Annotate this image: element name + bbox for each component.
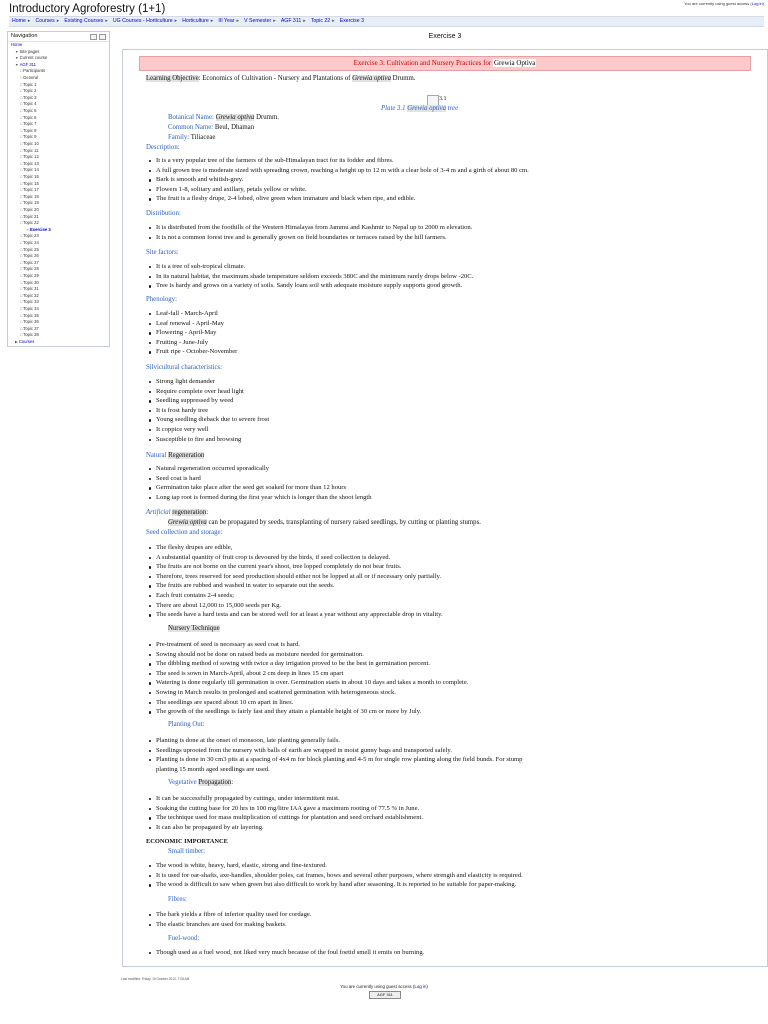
nav-item-label: General (23, 75, 39, 80)
list-item: Sowing in March results in prolonged and scattered germination with heterogeneous stock. (146, 688, 468, 698)
fuelwood-list (146, 948, 424, 958)
nav-item-label: Topic 33 (23, 299, 39, 305)
list-item: The wood is white, heavy, hard, elastic, strong and fine-textured. (146, 861, 523, 871)
topic-icon: □ (20, 326, 24, 331)
artificial-heading-pre: Artificial (146, 509, 173, 516)
expand-icon: ▼ (15, 56, 20, 61)
nav-item-label: Topic 15 (23, 180, 39, 186)
vegetative-heading (168, 779, 233, 787)
veg-heading-hl: Propagation (198, 779, 232, 786)
nav-item[interactable] (20, 121, 36, 128)
objective-label: Learning Objective (146, 75, 199, 82)
topic-icon: □ (20, 267, 24, 272)
objective-post: Drumm. (390, 75, 416, 82)
list-item: Fruiting - June-July (146, 338, 237, 348)
nav-item[interactable] (20, 174, 39, 181)
nav-item[interactable] (20, 68, 45, 75)
topic-icon: □ (20, 69, 24, 74)
planting-heading: Planting Out: (168, 721, 205, 728)
nav-item-label: Topic 11 (23, 147, 39, 153)
breadcrumb-item[interactable]: UG Courses - Horticulture (112, 18, 173, 24)
topic-icon: □ (20, 241, 24, 245)
list-item: In its natural habitat, the maximum shade temperature seldom exceeds 380C and the minimum rarely drops below -20C. (146, 272, 473, 282)
nav-item-label: Topic 4 (23, 101, 37, 107)
nav-item[interactable] (20, 75, 38, 82)
nav-item[interactable] (20, 101, 36, 108)
nav-item[interactable] (20, 154, 39, 161)
topic-icon: □ (20, 260, 24, 265)
nav-item-label: Topic 24 (23, 240, 39, 245)
planting-list-item-3 (146, 755, 522, 765)
artificial-regeneration-heading (146, 509, 208, 517)
page-title: Exercise 3 (428, 33, 462, 40)
nav-item[interactable] (20, 115, 36, 122)
nav-item[interactable] (20, 108, 36, 115)
breadcrumb-item[interactable]: AGF 311 (280, 18, 302, 24)
botanical-name (168, 114, 279, 122)
nav-item[interactable] (20, 148, 38, 155)
nav-item[interactable] (20, 299, 39, 306)
list-item: It is distributed from the foothills of the Western Himalayas from Jammu and Kashmir to Nepal up to 2000 m elevation. (146, 223, 472, 233)
topic-icon: □ (20, 188, 24, 193)
common-name (168, 124, 254, 132)
list-item: Planting is done at the onset of monsoon, late planting generally fails. (146, 736, 452, 746)
botanical-label: Botanical Name: (168, 114, 216, 121)
topic-icon: □ (20, 320, 24, 325)
natural-regeneration-heading (146, 452, 204, 460)
nav-item-label: Topic 1 (23, 81, 37, 87)
list-item: Require complete over head light (146, 387, 269, 397)
list-item: Seedlings uprooted from the nursery with balls of earth are wrapped in moist gunny bags and transported safely. (146, 746, 452, 756)
navigation-block (7, 31, 110, 347)
plate-caption-pre: Plate 3.1 (381, 105, 408, 112)
list-item: Tree is hardy and grows on a variety of soils. Sandy loam soil with adequate moisture supply supports good growth. (146, 281, 473, 291)
nav-item-label: Topic 28 (23, 266, 39, 272)
nav-item-label: Topic 21 (23, 213, 39, 219)
list-item: The fruits are rubbed and washed in water to separate out the seeds. (146, 581, 443, 591)
nav-item[interactable] (20, 326, 39, 333)
planting-list (146, 736, 452, 755)
nav-item-label: Topic 9 (23, 134, 37, 140)
topic-icon: □ (20, 293, 24, 298)
nav-item-label: Topic 13 (23, 160, 39, 166)
list-item: Flowers 1-8, solitary and axillary, petals yellow or white. (146, 185, 529, 195)
topic-icon: □ (20, 175, 24, 179)
list-item: Long tap root is formed during the first year which is longer than the shoot length (146, 493, 372, 503)
login-info (684, 1, 764, 6)
topic-icon: □ (20, 254, 24, 259)
nav-item-label: Current course (19, 55, 48, 61)
list-item: The seedlings are spaced about 10 cm apart in lines. (146, 698, 468, 708)
nav-item-label: Participants (23, 68, 46, 74)
nav-item[interactable] (15, 62, 36, 69)
nav-item-label: Topic 35 (23, 312, 39, 318)
breadcrumb-item[interactable]: Horticulture (182, 18, 209, 24)
topic-icon: □ (20, 109, 24, 113)
distribution-list (146, 223, 472, 242)
list-item: It can be successfully propagated by cuttings, under intermittent mist. (146, 794, 423, 804)
nav-item[interactable] (20, 253, 39, 260)
topic-icon: □ (20, 280, 24, 285)
breadcrumb-separator-icon: ▸ (210, 18, 214, 24)
list-item: Leaf-fall - March-April (146, 309, 237, 319)
course-title: Introductory Agroforestry (1+1) (9, 3, 166, 15)
topic-icon: □ (20, 221, 24, 226)
distribution-heading: Distribution: (146, 210, 181, 217)
nav-item[interactable] (20, 313, 39, 320)
nav-item-label: Topic 7 (23, 121, 37, 127)
nav-item[interactable] (20, 273, 39, 280)
list-item: Pre-treatment of seed is necessary as seed coat is hard. (146, 640, 468, 650)
nav-item-label: Topic 20 (23, 207, 39, 212)
topic-icon: □ (20, 148, 24, 153)
silviculture-heading: Silvicultural characteristics: (146, 364, 223, 371)
list-item: It can also be propagated by air layering. (146, 823, 423, 833)
objective-species: Grewia optiva (352, 75, 391, 82)
topic-icon: □ (20, 274, 24, 278)
nursery-heading-text: Nursery Technique (168, 625, 220, 632)
list-item: There are about 12,000 to 15,000 seeds per Kg. (146, 601, 443, 611)
economic-importance-heading: ECONOMIC IMPORTANCE (146, 838, 228, 845)
list-item: Each fruit contains 2-4 seeds; (146, 591, 443, 601)
nav-item[interactable] (20, 233, 39, 240)
breadcrumb-separator-icon: ▸ (27, 18, 31, 24)
topic-icon: □ (20, 95, 24, 100)
list-item: The fruit is a fleshy drupe, 2-4 lobed, olive green when immature and black when ripe, and edible. (146, 194, 529, 204)
nav-item[interactable] (20, 161, 39, 168)
topic-icon: □ (20, 168, 24, 173)
list-item: Leaf renewal - April-May (146, 319, 237, 329)
topic-icon: □ (20, 155, 24, 160)
seed-list (146, 543, 443, 620)
phenology-list (146, 309, 237, 357)
nav-item[interactable] (11, 42, 22, 49)
topic-icon: □ (20, 122, 24, 127)
family-value: Tiliaceae (190, 134, 216, 141)
list-item: It is used for oar-shafts, axe-handles, shoulder poles, cat frames, bows and several other purposes, where strength and elasticity is required. (146, 871, 523, 881)
nav-item-label: Topic 12 (23, 154, 39, 160)
nav-item[interactable] (15, 55, 47, 62)
list-item: Natural regeneration occurred sporadically (146, 464, 372, 474)
breadcrumb-item[interactable]: Courses (35, 18, 55, 24)
course-home-button[interactable]: AGF 311 (369, 991, 401, 999)
list-item: Sowing should not be done on raised beds as moisture needed for germination. (146, 650, 468, 660)
nav-item[interactable] (20, 220, 39, 227)
botanical-post: Drumm. (254, 114, 279, 121)
breadcrumb-item[interactable]: Existing Courses (64, 18, 104, 24)
common-label: Common Name: (168, 124, 215, 131)
breadcrumb (9, 16, 764, 27)
topic-icon: □ (20, 287, 24, 292)
expand-icon: ▼ (15, 49, 20, 54)
list-item (146, 755, 522, 765)
topic-icon: □ (20, 161, 24, 166)
nav-item-label: Topic 26 (23, 253, 39, 259)
nav-item-label: Topic 22 (23, 220, 39, 226)
page-header (0, 0, 768, 28)
nav-item-label: Topic 23 (23, 233, 39, 239)
description-list (146, 156, 529, 204)
breadcrumb-separator-icon: ▸ (236, 18, 240, 24)
silviculture-list (146, 377, 269, 444)
nav-item-label: Exercise 3 (30, 226, 51, 232)
fibres-list (146, 910, 311, 929)
topic-icon: □ (20, 247, 24, 252)
exercise-header-text: Exercise 3: Cultivation and Nursery Practices for (353, 59, 493, 67)
natural-regeneration-list (146, 464, 372, 502)
list-item: Young seedling dieback due to severe frost (146, 415, 269, 425)
list-item: The wood is difficult to saw when green but also difficult to work by hand after seasoning. It is reported to be suitable for paper-making. (146, 880, 523, 890)
artificial-species: Grewia optiva (168, 519, 207, 526)
footer-access-close: ) (426, 984, 428, 989)
plate-caption (381, 105, 458, 113)
list-item: It coppice very well (146, 425, 269, 435)
list-item: Fruit ripe - October-November (146, 347, 237, 357)
topic-icon: □ (20, 234, 24, 239)
breadcrumb-separator-icon: ▸ (174, 18, 178, 24)
list-item: It is frost hardy tree (146, 406, 269, 416)
list-item: Seed coat is hard (146, 474, 372, 484)
dock-icon[interactable] (90, 34, 97, 40)
topic-icon: □ (20, 313, 24, 318)
nav-item[interactable] (20, 134, 36, 141)
phenology-heading: Phenology: (146, 296, 177, 303)
nav-item[interactable] (20, 141, 39, 148)
nav-item-label: AGF 311 (19, 61, 37, 67)
last-modified: Last modified: Friday, 15 October 2010, 7:08 AM (121, 977, 190, 981)
learning-objective (146, 75, 416, 83)
nav-item-label: Topic 25 (23, 246, 39, 252)
nav-item-label: Topic 2 (23, 88, 37, 94)
plate-caption-post: tree (446, 105, 459, 112)
nav-item[interactable] (20, 240, 39, 247)
topic-icon: □ (20, 333, 24, 338)
footer-login-info (0, 984, 768, 989)
artificial-heading-hl: regeneration (172, 509, 207, 516)
nav-item[interactable] (20, 194, 39, 201)
list-item: The elastic branches are used for making baskets. (146, 920, 311, 930)
footer-access-text: You are currently using guest access ( (340, 984, 415, 989)
nav-item[interactable] (20, 286, 39, 293)
nav-item-label: Topic 38 (23, 332, 39, 338)
list-item: The growth of the seedlings is fairly fast and they attain a plantable height of 30 cm or more by July. (146, 707, 468, 717)
login-close: ) (762, 1, 764, 6)
nav-item[interactable] (20, 82, 36, 89)
list-item: Germination take place after the seed get soaked for more than 12 hours (146, 483, 372, 493)
nav-item-label: Topic 32 (23, 292, 39, 298)
list-item: Seedling suppressed by weed (146, 396, 269, 406)
topic-icon: □ (20, 208, 24, 212)
nav-item-label: Topic 17 (23, 187, 39, 193)
nav-item-label: Topic 19 (23, 200, 39, 206)
list-item: The dibbling method of sowing with twice a day irrigation proved to be the best in germination percent. (146, 659, 468, 669)
nav-item[interactable] (20, 95, 36, 102)
list-item: The fruits are not borne on the current year's shoot, tree lopped completely do not bear fruits. (146, 562, 443, 572)
expand-icon: ▶ (15, 340, 19, 344)
artificial-text: can be propagated by seeds, transplanting of nursery raised seedlings, by cutting or planting stumps. (206, 519, 481, 526)
login-text: You are currently using guest access ( (684, 1, 752, 6)
fuelwood-heading: Fuel-wood: (168, 935, 200, 942)
nav-item-label: Topic 27 (23, 259, 39, 265)
nav-item-label: Topic 31 (23, 286, 39, 292)
navigation-header (8, 32, 109, 42)
small-timber-list (146, 861, 523, 890)
objective-text: : Economics of Cultivation - Nursery and Plantations of (198, 75, 353, 82)
list-item: Though used as a fuel wood, not liked very much because of the foul foetid smell it emits on burning. (146, 948, 424, 958)
nav-item[interactable] (20, 260, 39, 267)
nav-item[interactable] (20, 181, 39, 188)
veg-heading-pre: Vegetative (168, 779, 199, 786)
list-item: The technique used for mass multiplication of cuttings for plantation and seed orchard establishment. (146, 813, 423, 823)
nav-item[interactable] (20, 247, 39, 254)
nav-item[interactable] (20, 319, 39, 326)
nav-item[interactable] (15, 49, 39, 56)
exercise-header-species: Grewia Optiva (493, 59, 536, 67)
list-item: It is not a common forest tree and is generally grown on field boundaries or terraces raised by the hill farmers. (146, 233, 472, 243)
list-item: The seed is sown in March-April, about 2 cm deep in lines 15 cm apart (146, 669, 468, 679)
list-item: A full grown tree is moderate sized with spreading crown, reaching a height up to 12 m with a clear bole of 3-4 m and a girth of about 80 cm. (146, 166, 529, 176)
list-item: Soaking the cutting base for 20 hrs in 100 mg/litre IAA gave a maximum rooting of 77.5 % in June. (146, 804, 423, 814)
nav-item[interactable] (20, 207, 39, 214)
nav-item[interactable] (15, 339, 34, 346)
topic-icon: □ (20, 135, 24, 140)
nav-item-label: Topic 3 (23, 94, 37, 100)
veg-heading-post: : (231, 779, 234, 786)
nav-item[interactable] (20, 293, 39, 300)
nav-item-label: Home (11, 42, 23, 47)
botanical-species: Grewia optiva (215, 114, 255, 121)
nursery-heading (168, 625, 220, 633)
plate-caption-species: Grewia optiva (407, 105, 447, 112)
artificial-regeneration-text (168, 519, 481, 527)
family-label: Family: (168, 134, 191, 141)
page-icon: ↗ (26, 227, 31, 232)
nav-item-label: Topic 8 (23, 127, 37, 133)
list-item: It is a very popular tree of the farmers of the sub-Himalayan tract for its fodder and fibres. (146, 156, 529, 166)
topic-icon: □ (20, 142, 24, 146)
nav-item-label: Topic 16 (23, 174, 39, 179)
list-item: Watering is done regularly till germination is over. Germination starts in about 10 days and takes a month to complete. (146, 678, 468, 688)
nursery-list (146, 640, 468, 717)
collapse-icon[interactable] (99, 34, 106, 40)
artificial-heading-post: : (206, 509, 209, 516)
list-item: Flowering - April-May (146, 328, 237, 338)
description-heading: Description: (146, 144, 180, 151)
vegetative-list (146, 794, 423, 832)
topic-icon: □ (20, 307, 24, 311)
planting-item3-line1: Planting is done in 30 cm3 pits at a spacing of 4x4 m for block planting and 4-5 m for single row planting along the field bunds. For stump (156, 756, 523, 763)
image-alt-text: 3.1 (439, 96, 447, 102)
nav-item[interactable] (20, 128, 36, 135)
family-name (168, 134, 215, 142)
natural-heading-pre: Natural (146, 452, 169, 459)
breadcrumb-item[interactable]: V Semester (244, 18, 272, 24)
small-timber-heading: Small timber: (168, 848, 206, 855)
fibres-heading: Fibres: (168, 896, 187, 903)
list-item: A substantial quantity of fruit crop is devoured by the birds, if seed collection is delayed. (146, 553, 443, 563)
breadcrumb-separator-icon: ▸ (273, 18, 276, 24)
topic-icon: □ (20, 102, 24, 107)
topic-icon: □ (20, 115, 24, 120)
list-item: Strong light demander (146, 377, 269, 387)
list-item: Bark is smooth and whitish-grey. (146, 175, 529, 185)
login-link[interactable]: Log in (751, 1, 763, 6)
nav-item-label: Topic 18 (23, 193, 39, 199)
nav-item[interactable] (20, 332, 39, 339)
list-item: It is a tree of sub-tropical climate. (146, 262, 473, 272)
nav-item-label: Topic 30 (23, 279, 39, 285)
breadcrumb-separator-icon: ▸ (56, 18, 60, 24)
topic-icon: □ (20, 128, 24, 133)
site-heading: Site factors: (146, 249, 179, 256)
natural-heading-hl: Regeneration (168, 452, 205, 459)
nav-item-label: Topic 29 (23, 273, 39, 278)
topic-icon: □ (20, 76, 24, 80)
topic-icon: □ (20, 82, 24, 87)
site-list (146, 262, 473, 291)
nav-item[interactable] (20, 280, 39, 287)
common-value: Beul, Dhaman (214, 124, 255, 131)
breadcrumb-separator-icon: ▸ (332, 18, 335, 24)
nav-item[interactable] (20, 214, 39, 221)
list-item: Therefore, trees reserved for seed production should either not be lopped at all or if necessary only partially. (146, 572, 443, 582)
breadcrumb-item[interactable]: III Year (218, 18, 235, 24)
topic-icon: □ (20, 181, 24, 186)
nav-item-label: Topic 10 (23, 141, 39, 146)
nav-item-label: Topic 14 (23, 167, 39, 173)
nav-item-label: Courses (18, 339, 35, 344)
list-item: Susceptible to fire and browsing (146, 435, 269, 445)
exercise-header (139, 56, 751, 71)
list-item: The bark yields a fibre of inferior quality used for cordage. (146, 910, 311, 920)
nav-item-label: Site pages (19, 48, 40, 54)
navigation-title: Navigation (11, 33, 38, 39)
breadcrumb-item[interactable]: Exercise 3 (339, 18, 364, 24)
nav-item-label: Topic 36 (23, 319, 39, 325)
list-item: The fleshy drupes are edible, (146, 543, 443, 553)
topic-icon: □ (20, 300, 24, 305)
topic-icon: □ (20, 194, 24, 199)
nav-item-label: Topic 6 (23, 114, 37, 120)
expand-icon: ▼ (15, 62, 20, 67)
breadcrumb-separator-icon: ▸ (105, 18, 108, 24)
topic-icon: □ (20, 201, 24, 206)
topic-icon: □ (20, 89, 24, 94)
breadcrumb-item[interactable]: Topic 22 (310, 18, 331, 24)
breadcrumb-separator-icon: ▸ (303, 18, 306, 24)
nav-item[interactable] (26, 227, 51, 234)
nav-item-label: Topic 37 (23, 325, 39, 331)
footer-login-link[interactable]: Log in (414, 984, 427, 989)
nav-item[interactable] (20, 306, 39, 313)
planting-item3-line2: planting 15 month aged seedlings are used. (156, 766, 270, 773)
nav-item-label: Topic 34 (23, 306, 39, 311)
nav-item[interactable] (20, 88, 36, 95)
list-item: The seeds have a hard testa and can be stored well for at least a year without any appreciable drop in vitality. (146, 610, 443, 620)
seed-heading: Seed collection and storage: (146, 529, 223, 536)
nav-item[interactable] (20, 200, 39, 207)
nav-item[interactable] (20, 167, 39, 174)
topic-icon: □ (20, 214, 24, 219)
breadcrumb-item[interactable]: Home (12, 18, 26, 24)
nav-item[interactable] (20, 266, 39, 273)
nav-item-label: Topic 5 (23, 108, 37, 113)
nav-item[interactable] (20, 187, 39, 194)
